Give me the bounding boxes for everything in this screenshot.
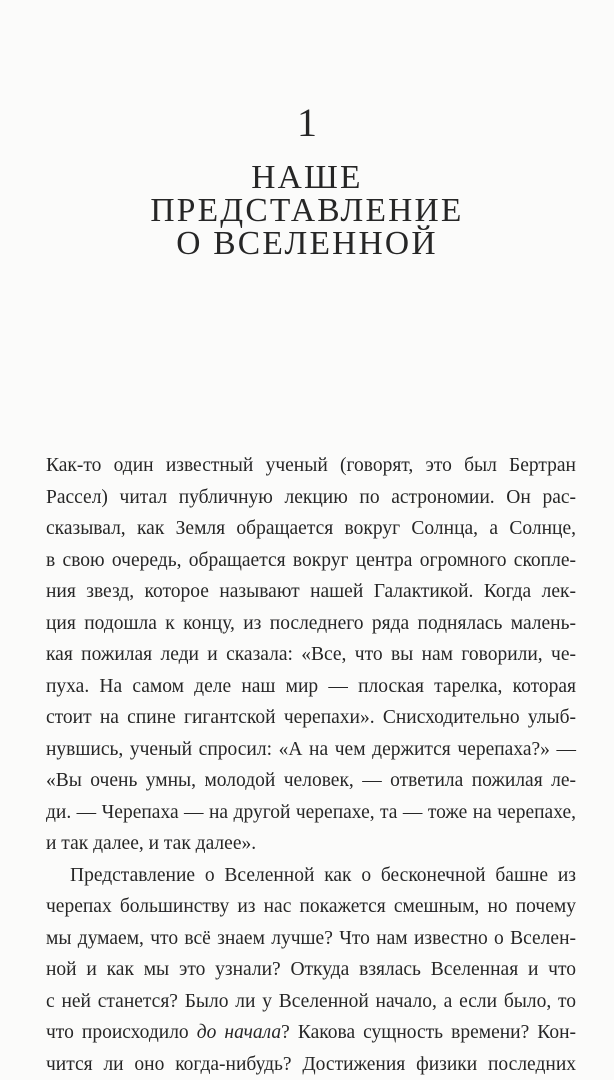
chapter-title-line: НАШЕ xyxy=(0,161,614,194)
chapter-title-line: О ВСЕЛЕННОЙ xyxy=(0,227,614,260)
text-line: ди. — Черепаха — на другой черепахе, та — тоже на черепахе, xyxy=(46,797,576,829)
text-line: кая пожилая леди и сказала: «Все, что вы нам говорили, че- xyxy=(46,639,576,671)
text-line: ной и как мы это узнали? Откуда взялась Вселенная и что xyxy=(46,954,576,986)
text-line: пуха. На самом деле наш мир — плоская тарелка, которая xyxy=(46,671,576,703)
text-line: нувшись, ученый спросил: «А на чем держится черепаха?» — xyxy=(46,734,576,766)
paragraph-1 xyxy=(46,450,576,860)
text-line: с ней станется? Было ли у Вселенной начало, а если было, то xyxy=(46,986,576,1018)
paragraph-2 xyxy=(46,860,576,1080)
chapter-title xyxy=(0,161,614,260)
text-line: Как-то один известный ученый (говорят, это был Бертран xyxy=(46,450,576,482)
emphasized-text: до начала xyxy=(197,1022,281,1043)
text-line: стоит на спине гигантской черепахи». Снисходительно улыб- xyxy=(46,702,576,734)
text-line xyxy=(46,1017,576,1049)
text-line: ция подошла к концу, из последнего ряда поднялась малень- xyxy=(46,608,576,640)
text-line: Представление о Вселенной как о бесконечной башне из xyxy=(46,860,576,892)
chapter-number: 1 xyxy=(0,100,614,146)
text-line: сказывал, как Земля обращается вокруг Солнца, а Солнце, xyxy=(46,513,576,545)
text-fragment: что происходило xyxy=(46,1022,197,1043)
text-line: Рассел) читал публичную лекцию по астрономии. Он рас- xyxy=(46,482,576,514)
text-line: и так далее, и так далее». xyxy=(46,828,576,860)
text-fragment: ? Какова сущность времени? Кон- xyxy=(281,1022,576,1043)
text-line: чится ли оно когда-нибудь? Достижения физики последних xyxy=(46,1049,576,1080)
text-line: ния звезд, которое называют нашей Галактикой. Когда лек- xyxy=(46,576,576,608)
chapter-title-line: ПРЕДСТАВЛЕНИЕ xyxy=(0,194,614,227)
text-line: в свою очередь, обращается вокруг центра огромного скопле- xyxy=(46,545,576,577)
text-line: «Вы очень умны, молодой человек, — ответила пожилая ле- xyxy=(46,765,576,797)
body-text xyxy=(46,450,576,1080)
text-line: черепах большинству из нас покажется смешным, но почему xyxy=(46,891,576,923)
text-line: мы думаем, что всё знаем лучше? Что нам известно о Вселен- xyxy=(46,923,576,955)
